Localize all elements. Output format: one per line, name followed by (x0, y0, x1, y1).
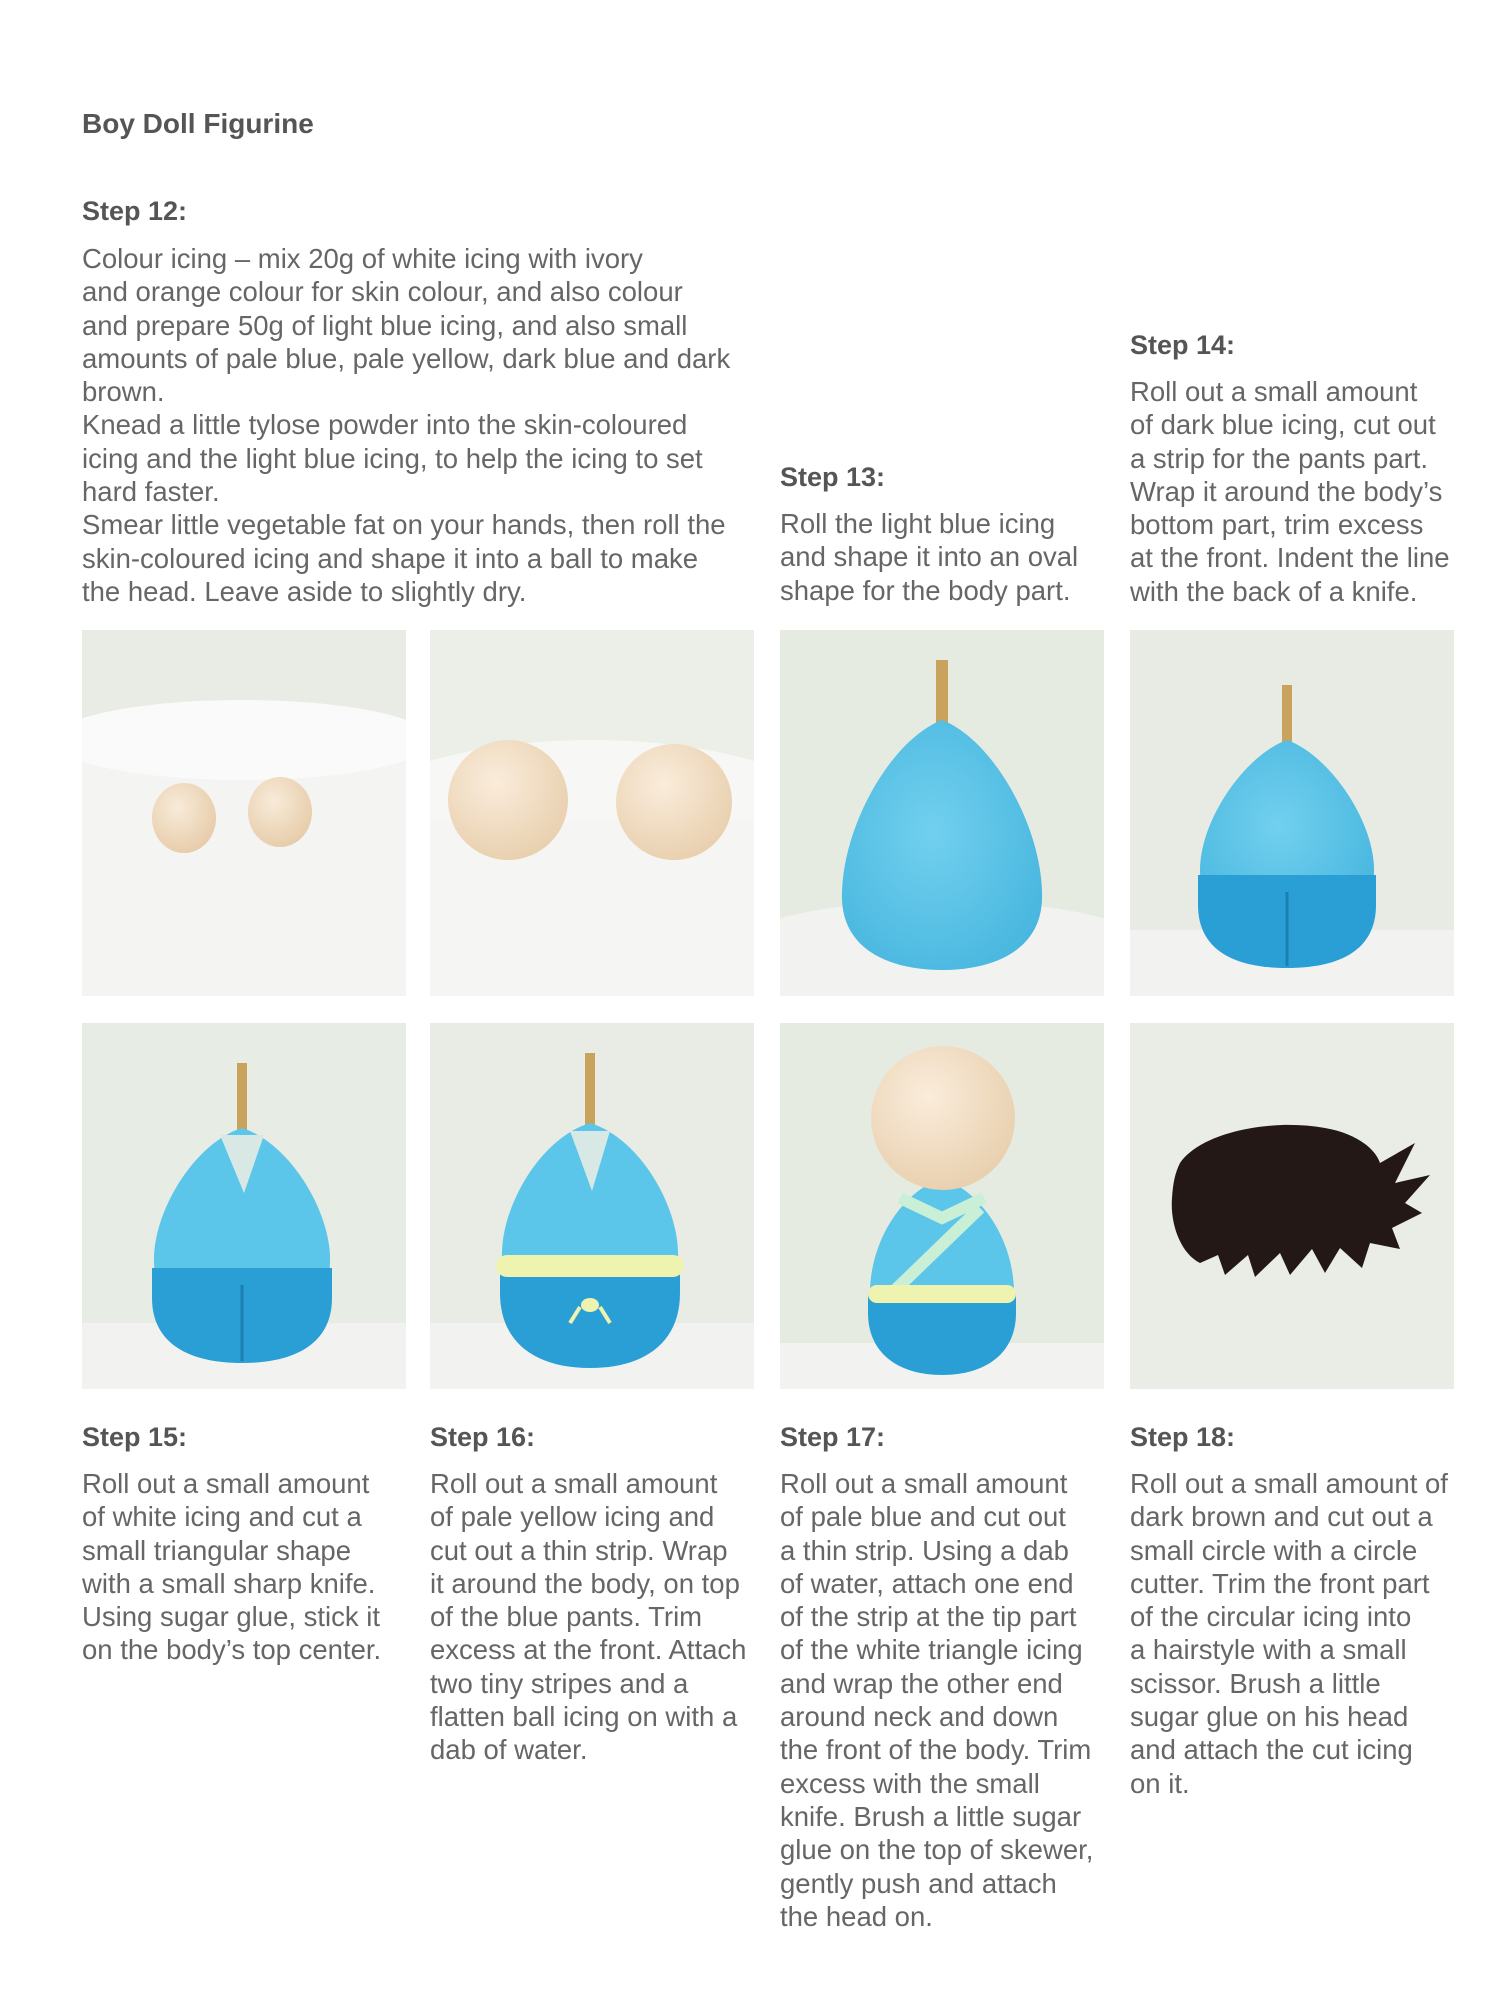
photo-step-13-oval-body (780, 630, 1104, 996)
step-15-text: Roll out a small amount of white icing and cut a small triangular shape with a small sharp knife. Using sugar glue, stick it on the body’s top center. (82, 1468, 382, 1666)
photo-step-12-small-balls (82, 630, 406, 996)
step-18-heading: Step 18: (1130, 1422, 1236, 1452)
step-16-heading: Step 16: (430, 1422, 536, 1452)
photo-step-18-hair (1130, 1023, 1454, 1389)
step-17-text: Roll out a small amount of pale blue and cut out a thin strip. Using a dab of water, attach one end of the strip at the tip part of the white triangle icing and wrap the other end around neck and down the front of the body. Trim excess with the small knife. Brush a little sugar glue on the top of skewer, gently push and attach the head on. (780, 1468, 1094, 1932)
photo-step-17-head-attached (780, 1023, 1104, 1389)
step-13-text: Roll the light blue icing and shape it into an oval shape for the body part. (780, 508, 1079, 606)
step-16-text: Roll out a small amount of pale yellow icing and cut out a thin strip. Wrap it around the body, on top of the blue pants. Trim excess at the front. Attach two tiny stripes and a flatten ball icing on with a dab of water. (430, 1468, 747, 1766)
step-14-text: Roll out a small amount of dark blue icing, cut out a strip for the pants part. Wrap it around the body’s bottom part, trim excess at the front. Indent the line with the back of a knife. (1130, 376, 1450, 607)
step-14-heading: Step 14: (1130, 330, 1236, 360)
step-17-heading: Step 17: (780, 1422, 886, 1452)
photo-step-14-pants (1130, 630, 1454, 996)
step-13-heading: Step 13: (780, 462, 886, 492)
step-18-text: Roll out a small amount of dark brown and cut out a small circle with a circle cutter. Trim the front part of the circular icing into a hairstyle with a small scissor. Brush a little sugar glue on his head and attach the cut icing on it. (1130, 1468, 1448, 1799)
page-title: Boy Doll Figurine (82, 108, 314, 139)
photo-step-12-large-balls (430, 630, 754, 996)
step-12-heading: Step 12: (82, 196, 188, 226)
photo-step-15-white-triangle (82, 1023, 406, 1389)
photo-step-16-yellow-belt (430, 1023, 754, 1389)
step-15-heading: Step 15: (82, 1422, 188, 1452)
step-12-text: Colour icing – mix 20g of white icing with ivory and orange colour for skin colour, and also colour and prepare 50g of light blue icing, and also small amounts of pale blue, pale yellow, dark blue and dark brown. Knead a little tylose powder into the skin-coloured icing and the light blue icing, to help the icing to set hard faster. Smear little vegetable fat on your hands, then roll the skin-coloured icing and shape it into a ball to make the head. Leave aside to slightly dry. (82, 243, 731, 607)
